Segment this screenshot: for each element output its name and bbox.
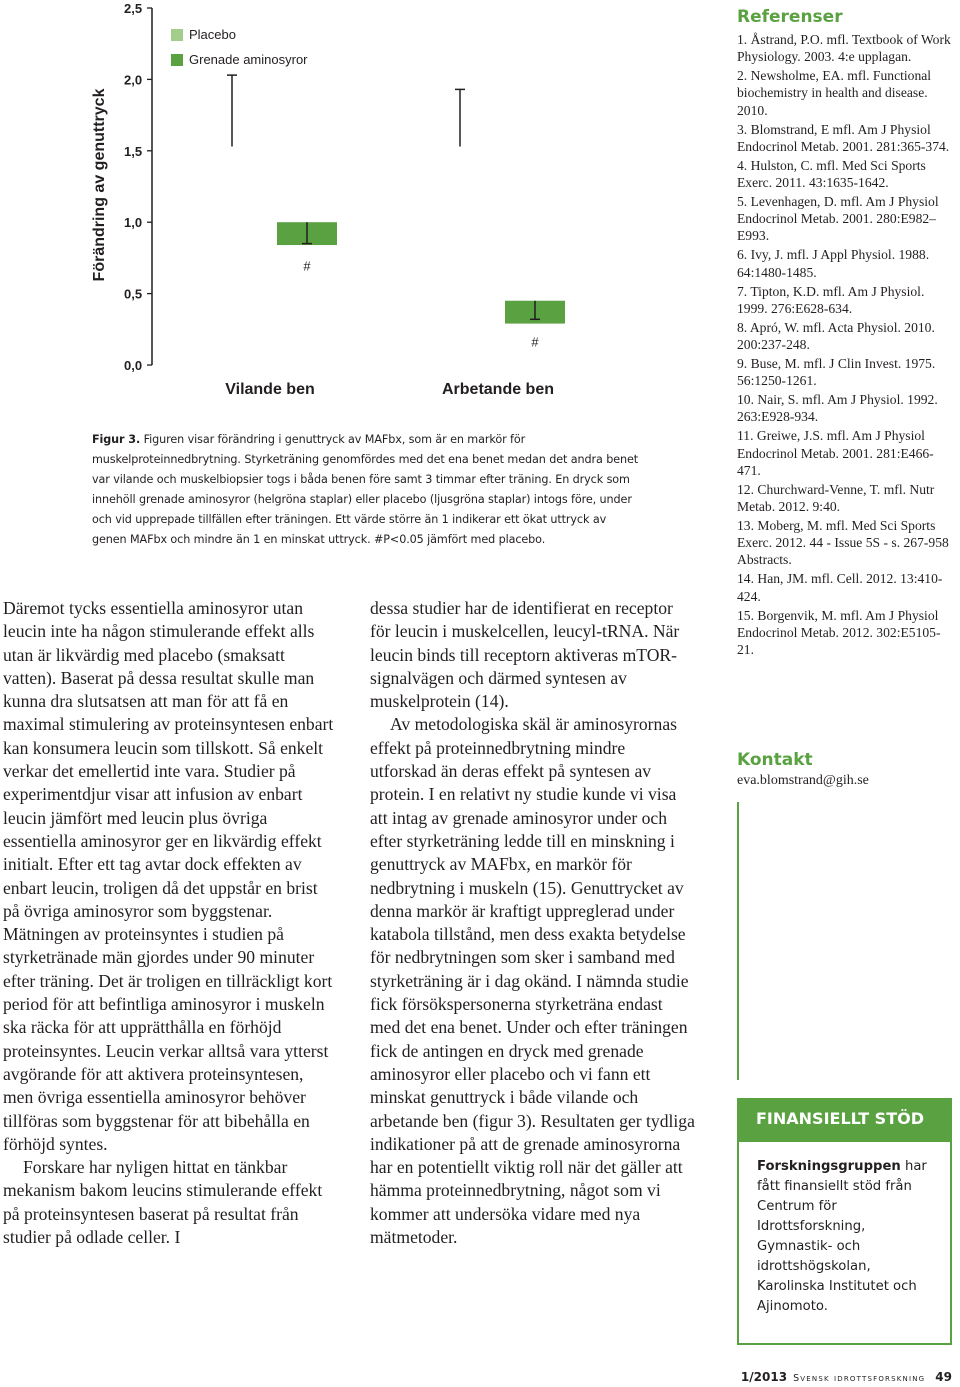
funding-text xyxy=(757,1157,942,1317)
figure-caption xyxy=(92,430,640,550)
figure-3-chart xyxy=(80,0,580,410)
reference-item: 6. Ivy, J. mfl. J Appl Physiol. 1988. 64:1480-1485. xyxy=(737,247,930,280)
legend-placebo-label: Placebo xyxy=(189,27,236,42)
col1-paragraph-1: Däremot tycks essentiella aminosyror utan leucin inte ha någon stimulerande effekt alls utan är likvärdig med placebo (smaksatt vatten). Baserat på dessa resultat skulle man kunna dra slutsatsen att man för att få en maximal stimulering av proteinsyntesen enbart kan konsumera leucin som tillskott. Så enkelt verkar det emellertid inte vara. Studier på experimentdjur visar att infusion av enbart leucin jämfört med leucin plus övriga essentiella aminosyror ger en likvärdig effekt initialt. Efter ett tag avtar dock effekten av enbart leucin, troligen då det uppstår en brist på övriga aminosyror som byggstenar. Mätningen av proteinsyntes i studien på styrketränade män gjordes under 90 minuter efter träning. Det är troligen en tillräckligt kort period för att befintliga aminosyror i muskeln ska räcka för att upprätthålla en förhöjd proteinsyntes. Leucin verkar alltså vara ytterst avgörande för att aktivera proteinsyntesen, men övriga essentiella aminosyror behöver tillföras som byggstenar för att bibehålla en förhöjd syntes. xyxy=(3,598,334,1154)
body-column-1 xyxy=(3,597,337,1249)
y-tick-label: 0,0 xyxy=(124,358,143,373)
reference-item: 7. Tipton, K.D. mfl. Am J Physiol. 1999. 276:E628-634. xyxy=(737,283,925,316)
funding-bold: Forskningsgruppen xyxy=(757,1159,901,1174)
y-tick-label: 2,0 xyxy=(124,72,143,88)
col2-paragraph-2: Av metodologiska skäl är aminosyrornas effekt på proteinnedbrytning mindre utforskad än deras effekt på syntesen av protein. I en relativt ny studie kunde vi visa att intag av grenade aminosyror under och efter styrketräning ledde till en minskning i genuttryck av MAFbx, en markör för nedbrytning i muskeln (15). Genuttrycket av denna markör är kraftigt uppreglerad under katabola tillstånd, men dess exakta betydelse för nedbrytningen som sker i samband med styrketräning är i dag okänd. I nämnda studie fick försökspersonerna styrketräna endast med det ena benet. Under och efter träningen fick de antingen en dryck med grenade aminosyror eller placebo och vi fann ett minskat genuttryck i både vilande och arbetande ben (figur 3). Resultaten ger tydliga indikationer på att de grenade aminosyrorna har en potentiellt viktig roll när det gäller att hämma proteinnedbrytning, något som vi kommer att undersöka vidare med nya mätmetoder. xyxy=(370,714,695,1248)
sidebar-divider xyxy=(737,802,739,1080)
reference-item: 5. Levenhagen, D. mfl. Am J Physiol Endocrinol Metab. 2001. 280:E982–E993. xyxy=(737,194,939,244)
references-list xyxy=(737,31,955,660)
page-footer xyxy=(741,1370,952,1384)
reference-item: 9. Buse, M. mfl. J Clin Invest. 1975. 56:1250-1261. xyxy=(737,356,936,389)
y-tick-label: 0,5 xyxy=(124,286,143,302)
x-category-label: Arbetande ben xyxy=(441,381,555,398)
legend-placebo-swatch xyxy=(171,29,183,41)
significance-mark: # xyxy=(303,258,311,274)
reference-item: 1. Åstrand, P.O. mfl. Textbook of Work Physiology. 2003. 4:e upplagan. xyxy=(737,32,951,65)
funding-body: har fått finansiellt stöd från Centrum för Idrottsforskning, Gymnastik- och idrottshögskolan, Karolinska Institutet och Ajinomoto. xyxy=(757,1159,927,1314)
reference-item: 12. Churchward-Venne, T. mfl. Nutr Metab. 2012. 9:40. xyxy=(737,481,935,515)
footer-page-number: 49 xyxy=(935,1370,952,1384)
footer-issue: 1/2013 xyxy=(740,1370,788,1384)
reference-item: 14. Han, JM. mfl. Cell. 2012. 13:410-424. xyxy=(737,571,943,604)
contact-heading: Kontakt xyxy=(737,750,813,770)
body-column-2 xyxy=(370,597,696,1249)
reference-item: 10. Nair, S. mfl. Am J Physiol. 1992. 263:E928-934. xyxy=(737,392,938,425)
references-heading: Referenser xyxy=(737,7,843,27)
legend-placebo xyxy=(171,27,236,42)
reference-item: 3. Blomstrand, E mfl. Am J Physiol Endocrinol Metab. 2001. 281:365-374. xyxy=(737,121,950,154)
reference-item: 11. Greiwe, J.S. mfl. Am J Physiol Endocrinol Metab. 2001. 281:E466-471. xyxy=(737,428,934,478)
col2-paragraph-1: dessa studier har de identifierat en receptor för leucin i muskelcellen, leucyl-tRNA. När leucin binds till receptorn aktiveras mTOR-signalvägen och därmed syntesen av muskelprotein (14). xyxy=(370,598,680,712)
legend-amino-swatch xyxy=(171,54,183,66)
y-tick-label: 1,5 xyxy=(124,143,143,159)
legend-amino-label: Grenade aminosyror xyxy=(189,52,308,67)
significance-mark: # xyxy=(531,334,539,350)
legend-amino xyxy=(171,52,308,67)
contact-email[interactable]: eva.blomstrand@gih.se xyxy=(737,773,869,788)
footer-journal: Svensk idrottsforskning xyxy=(793,1373,926,1384)
reference-item: 13. Moberg, M. mfl. Med Sci Sports Exerc. 2012. 44 - Issue 5S - s. 267-958 Abstracts. xyxy=(737,518,949,568)
funding-heading: FINANSIELLT STÖD xyxy=(737,1098,952,1140)
reference-item: 8. Apró, W. mfl. Acta Physiol. 2010. 200:237-248. xyxy=(737,319,935,353)
x-category-label: Vilande ben xyxy=(225,381,315,398)
y-axis-label: Förändring av genuttryck xyxy=(91,88,108,282)
reference-item: 4. Hulston, C. mfl. Med Sci Sports Exerc. 2011. 43:1635-1642. xyxy=(737,157,926,191)
y-tick-label: 1,0 xyxy=(124,215,143,231)
reference-item: 15. Borgenvik, M. mfl. Am J Physiol Endocrinol Metab. 2012. 302:E5105-21. xyxy=(737,607,941,658)
caption-text: Figuren visar förändring i genuttryck av MAFbx, som är en markör för muskelproteinnedbrytning. Styrketräning genomfördes med det ena benet medan det andra benet var vilande och muskelbiopsier togs i båda benen före samt 3 timmar efter träning. En dryck som innehöll grenade aminosyror (helgröna staplar) eller placebo (ljusgröna staplar) intogs före, under och vid upprepade tillfällen efter träningen. Ett värde större än 1 indikerar ett ökat uttryck av genen MAFbx och mindre än 1 en minskat uttryck. #P<0.05 jämfört med placebo. xyxy=(92,433,639,546)
col1-paragraph-2: Forskare har nyligen hittat en tänkbar mekanism bakom leucins stimulerande effekt på proteinsyntesen baserat på resultat från studier på odlade celler. I xyxy=(3,1157,323,1248)
figure-label: Figur 3. xyxy=(92,433,141,446)
y-tick-label: 2,5 xyxy=(124,1,143,16)
reference-item: 2. Newsholme, EA. mfl. Functional biochemistry in health and disease. 2010. xyxy=(737,68,932,118)
